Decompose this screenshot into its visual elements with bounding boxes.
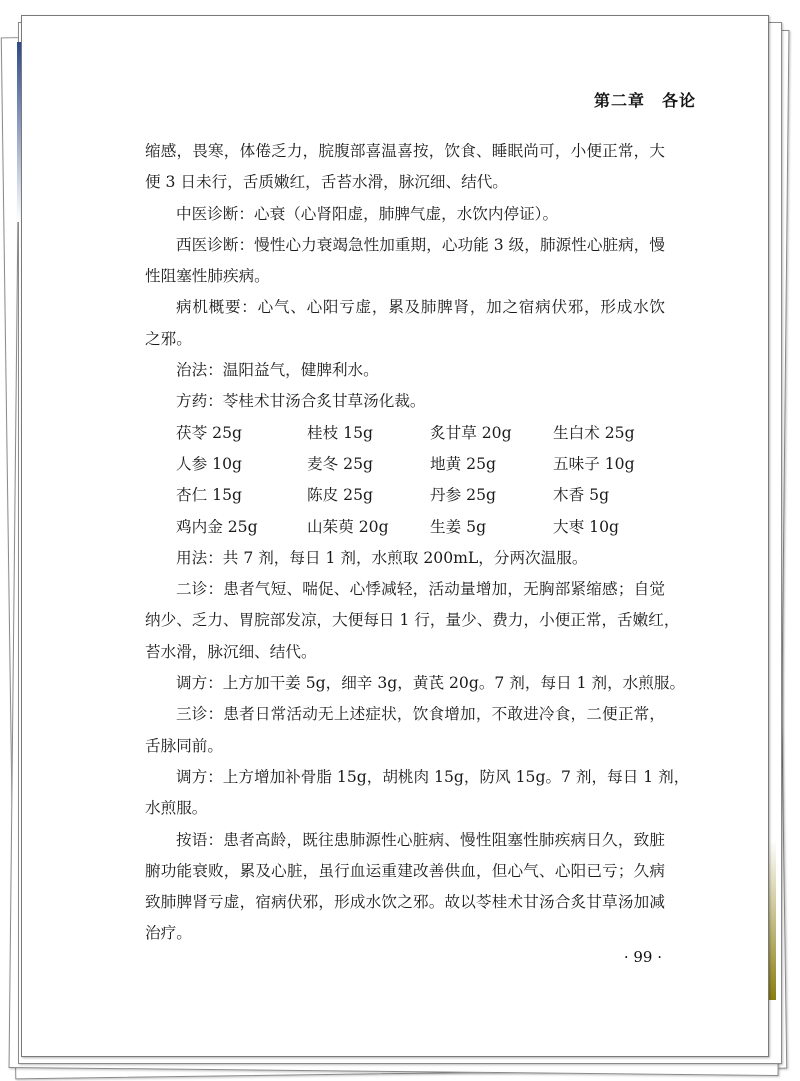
herb-item: 炙甘草 20g [430,423,512,442]
paragraph-line: 治疗。 [145,924,192,943]
paragraph-line: 水煎服。 [145,799,208,818]
herb-item: 桂枝 15g [307,423,373,442]
paragraph-line: 性阻塞性肺疾病。 [145,267,270,286]
paragraph-line: 中医诊断：心衰（心肾阳虚，肺脾气虚，水饮内停证）。 [176,204,559,223]
paragraph-line: 调方：上方增加补骨脂 15g，胡桃肉 15g，防风 15g。7 剂，每日 1 剂， [176,767,690,786]
herb-item: 生姜 5g [430,517,487,536]
herb-item: 丹参 25g [430,486,496,505]
page-body [145,140,690,954]
herb-item: 人参 10g [176,454,242,473]
herb-item: 鸡内金 25g [176,517,258,536]
paragraph-line: 缩感，畏寒，体倦乏力，脘腹部喜温喜按，饮食、睡眠尚可，小便正常，大 [145,142,665,160]
cover-edge-olive [768,840,776,1000]
herb-item: 茯苓 25g [176,423,242,442]
paragraph-line: 之邪。 [145,329,192,348]
chapter-header: 第二章 各论 [593,91,696,110]
herb-item: 杏仁 15g [176,486,242,505]
paragraph-line: 苔水滑，脉沉细、结代。 [145,642,317,661]
paragraph-line: 舌脉同前。 [145,736,223,755]
paragraph-line: 治法：温阳益气，健脾利水。 [176,361,379,380]
herb-item: 山茱萸 20g [307,517,389,536]
paragraph-line: 三诊：患者日常活动无上述症状，饮食增加，不敢进冷食，二便正常， [176,705,665,724]
paragraph-line: 按语：患者高龄，既往患肺源性心脏病、慢性阻塞性肺疾病日久，致脏 [176,830,665,849]
paragraph-line: 纳少、乏力、胃脘部发凉，大便每日 1 行，量少、费力，小便正常，舌嫩红， [145,611,680,630]
herb-list [145,422,665,547]
herb-item: 地黄 25g [430,454,496,473]
paragraph-group [145,140,665,422]
paragraph-line: 腑功能衰败，累及心脏，虽行血运重建改善供血，但心气、心阳已亏；久病 [145,861,665,880]
paragraph-line: 方药：苓桂术甘汤合炙甘草汤化裁。 [176,392,426,411]
herb-item: 木香 5g [553,486,610,505]
paragraph-line: 病机概要：心气、心阳亏虚，累及肺脾肾，加之宿病伏邪，形成水饮 [176,298,665,317]
paragraph-group [145,547,690,954]
herb-item: 生白术 25g [553,423,635,442]
paragraph-line: 致肺脾肾亏虚，宿病伏邪，形成水饮之邪。故以苓桂术甘汤合炙甘草汤加减 [145,893,665,912]
paragraph-line: 二诊：患者气短、喘促、心悸减轻，活动量增加，无胸部紧缩感；自觉 [176,580,665,599]
herb-item: 大枣 10g [553,517,619,536]
paragraph-line: 西医诊断：慢性心力衰竭急性加重期，心功能 3 级，肺源性心脏病，慢 [176,235,665,254]
paragraph-line: 用法：共 7 剂，每日 1 剂，水煎取 200mL，分两次温服。 [176,548,588,567]
herb-item: 陈皮 25g [307,486,373,505]
herb-item: 五味子 10g [553,454,635,473]
page-number: · 99 · [623,948,662,966]
herb-item: 麦冬 25g [307,454,373,473]
paragraph-line: 便 3 日未行，舌质嫩红，舌苔水滑，脉沉细、结代。 [145,173,508,192]
paragraph-line: 调方：上方加干姜 5g，细辛 3g，黄芪 20g。7 剂，每日 1 剂，水煎服。 [176,674,686,693]
